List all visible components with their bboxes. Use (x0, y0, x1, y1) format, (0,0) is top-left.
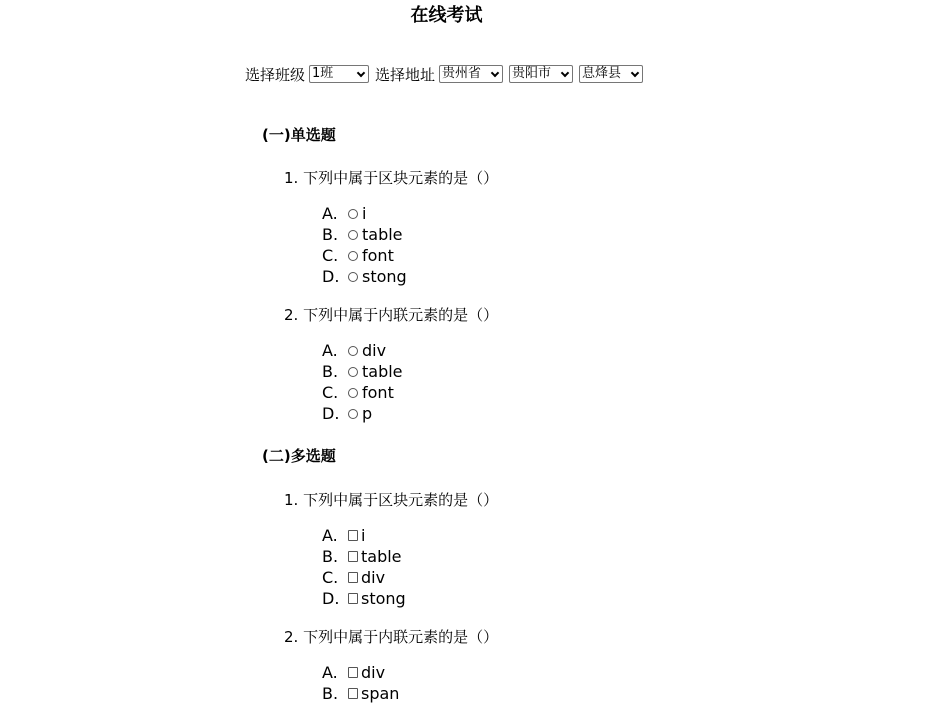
option-label: font (362, 246, 394, 265)
address-label: 选择地址 (375, 65, 436, 84)
option-label: stong (362, 267, 407, 286)
option-letter: B. (322, 225, 339, 244)
option-label: i (361, 526, 366, 545)
class-label: 选择班级 (245, 65, 306, 84)
question-text: 1. 下列中属于区块元素的是（） (284, 169, 499, 187)
option-label: i (362, 204, 367, 223)
option-letter: B. (322, 547, 339, 566)
class-select[interactable] (309, 65, 369, 83)
option-label: div (361, 663, 386, 682)
option-letter: B. (322, 684, 339, 703)
section-title-multiple-choice: (二)多选题 (262, 447, 336, 465)
radio-button[interactable] (348, 367, 358, 377)
checkbox[interactable] (348, 667, 358, 678)
option-item[interactable] (322, 662, 399, 683)
city-select-value: 贵阳市 (512, 66, 552, 81)
option-item[interactable] (322, 546, 406, 567)
option-item[interactable] (322, 203, 407, 224)
chevron-down-icon (561, 69, 569, 77)
question-text: 2. 下列中属于内联元素的是（） (284, 628, 499, 646)
option-item[interactable] (322, 382, 403, 403)
page-title: 在线考试 (410, 5, 483, 26)
option-list (322, 203, 407, 287)
option-item[interactable] (322, 340, 403, 361)
option-letter: C. (322, 568, 339, 587)
checkbox[interactable] (348, 572, 358, 583)
option-list (322, 340, 403, 424)
option-letter: A. (322, 204, 338, 223)
option-item[interactable] (322, 361, 403, 382)
option-label: div (361, 568, 386, 587)
province-select[interactable] (439, 65, 503, 83)
checkbox[interactable] (348, 551, 358, 562)
option-label: table (362, 362, 403, 381)
selection-toolbar (245, 63, 649, 85)
option-letter: D. (322, 589, 340, 608)
class-select-value: 1班 (312, 66, 334, 81)
checkbox[interactable] (348, 593, 358, 604)
checkbox[interactable] (348, 688, 358, 699)
province-select-value: 贵州省 (442, 66, 482, 81)
checkbox[interactable] (348, 530, 358, 541)
option-list (322, 525, 406, 609)
option-list (322, 662, 399, 704)
option-letter: A. (322, 526, 338, 545)
option-label: span (361, 684, 400, 703)
radio-button[interactable] (348, 388, 358, 398)
radio-button[interactable] (348, 346, 358, 356)
option-letter: D. (322, 267, 340, 286)
option-item[interactable] (322, 245, 407, 266)
radio-button[interactable] (348, 251, 358, 261)
radio-button[interactable] (348, 209, 358, 219)
county-select[interactable] (579, 65, 643, 83)
question-text: 1. 下列中属于区块元素的是（） (284, 491, 499, 509)
county-select-value: 息烽县 (582, 66, 622, 81)
option-item[interactable] (322, 525, 406, 546)
option-item[interactable] (322, 403, 403, 424)
chevron-down-icon (491, 69, 499, 77)
option-label: stong (361, 589, 406, 608)
option-item[interactable] (322, 266, 407, 287)
option-letter: A. (322, 341, 338, 360)
option-letter: D. (322, 404, 340, 423)
section-title-single-choice: (一)单选题 (262, 126, 336, 144)
option-item[interactable] (322, 588, 406, 609)
radio-button[interactable] (348, 230, 358, 240)
option-letter: A. (322, 663, 338, 682)
option-letter: C. (322, 246, 339, 265)
option-item[interactable] (322, 567, 406, 588)
option-label: font (362, 383, 394, 402)
option-item[interactable] (322, 224, 407, 245)
radio-button[interactable] (348, 409, 358, 419)
option-label: table (361, 547, 402, 566)
chevron-down-icon (631, 69, 639, 77)
option-item[interactable] (322, 683, 399, 704)
option-label: p (362, 404, 373, 423)
option-label: table (362, 225, 403, 244)
option-letter: C. (322, 383, 339, 402)
option-label: div (362, 341, 387, 360)
question-text: 2. 下列中属于内联元素的是（） (284, 306, 499, 324)
radio-button[interactable] (348, 272, 358, 282)
city-select[interactable] (509, 65, 573, 83)
option-letter: B. (322, 362, 339, 381)
chevron-down-icon (357, 69, 365, 77)
